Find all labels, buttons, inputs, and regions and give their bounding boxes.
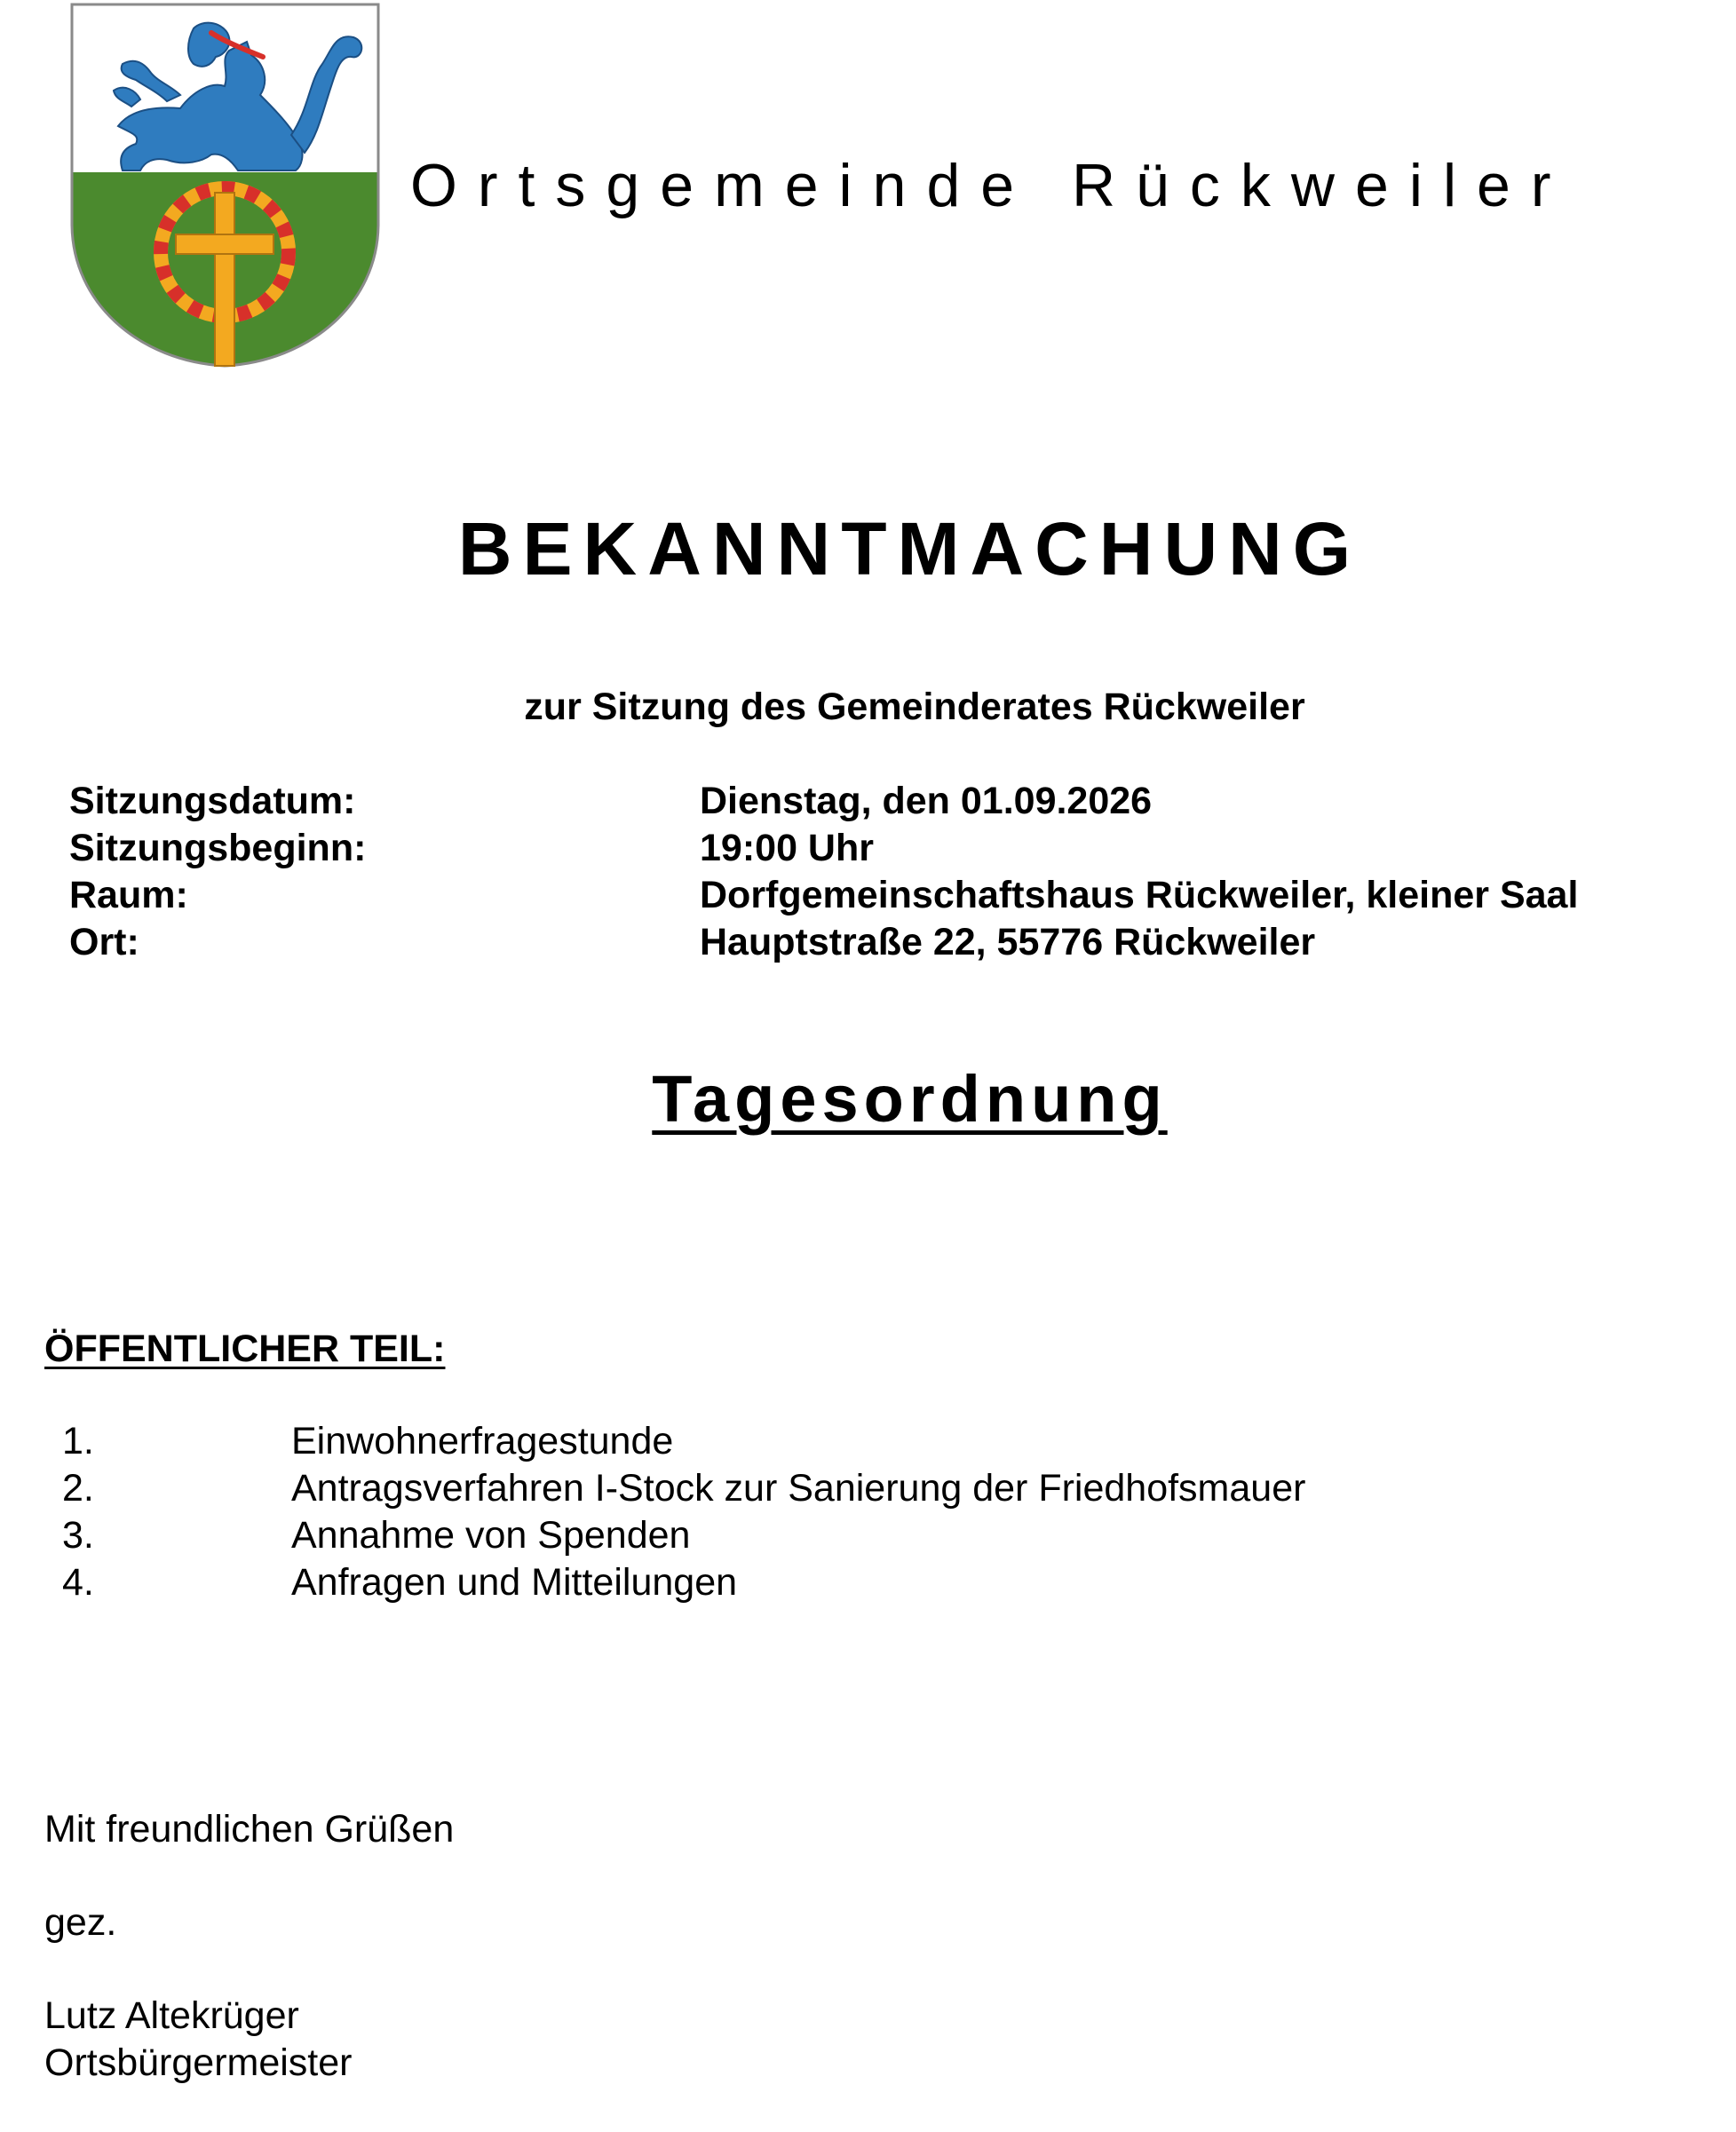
meeting-date-label: Sitzungsdatum: xyxy=(69,780,356,822)
page-subtitle: zur Sitzung des Gemeinderates Rückweiler xyxy=(524,686,1305,728)
agenda-item-text: Einwohnerfragestunde xyxy=(291,1420,674,1462)
signed-marker: gez. xyxy=(44,1901,117,1944)
agenda-item-number: 3. xyxy=(62,1514,94,1557)
agenda-item-number: 4. xyxy=(62,1561,94,1604)
meeting-start-label: Sitzungsbeginn: xyxy=(69,827,367,869)
meeting-room-label: Raum: xyxy=(69,874,188,916)
meeting-place-label: Ort: xyxy=(69,921,139,963)
meeting-start-value: 19:00 Uhr xyxy=(700,827,874,869)
agenda-title xyxy=(0,1061,1736,1137)
signer-name: Lutz Altekrüger xyxy=(44,1994,299,2037)
municipality-name: Ortsgemeinde Rückweiler xyxy=(410,152,1572,219)
agenda-item-number: 1. xyxy=(62,1420,94,1462)
coat-of-arms-icon xyxy=(69,2,381,368)
meeting-date-value: Dienstag, den 01.09.2026 xyxy=(700,780,1153,822)
meeting-room-value: Dorfgemeinschaftshaus Rückweiler, kleiner Saal xyxy=(700,874,1579,916)
page-title: BEKANNTMACHUNG xyxy=(457,507,1362,590)
agenda-item-text: Annahme von Spenden xyxy=(291,1514,691,1557)
public-section-heading: ÖFFENTLICHER TEIL: xyxy=(44,1328,446,1370)
agenda-item-text: Antragsverfahren I-Stock zur Sanierung der Friedhofsmauer xyxy=(291,1467,1306,1510)
agenda-item-text: Anfragen und Mitteilungen xyxy=(291,1561,738,1604)
signer-role: Ortsbürgermeister xyxy=(44,2041,353,2084)
closing-greeting: Mit freundlichen Grüßen xyxy=(44,1808,455,1851)
meeting-place-value: Hauptstraße 22, 55776 Rückweiler xyxy=(700,921,1316,963)
agenda-item-number: 2. xyxy=(62,1467,94,1510)
agenda-title-text: Tagesordnung xyxy=(652,1062,1168,1136)
